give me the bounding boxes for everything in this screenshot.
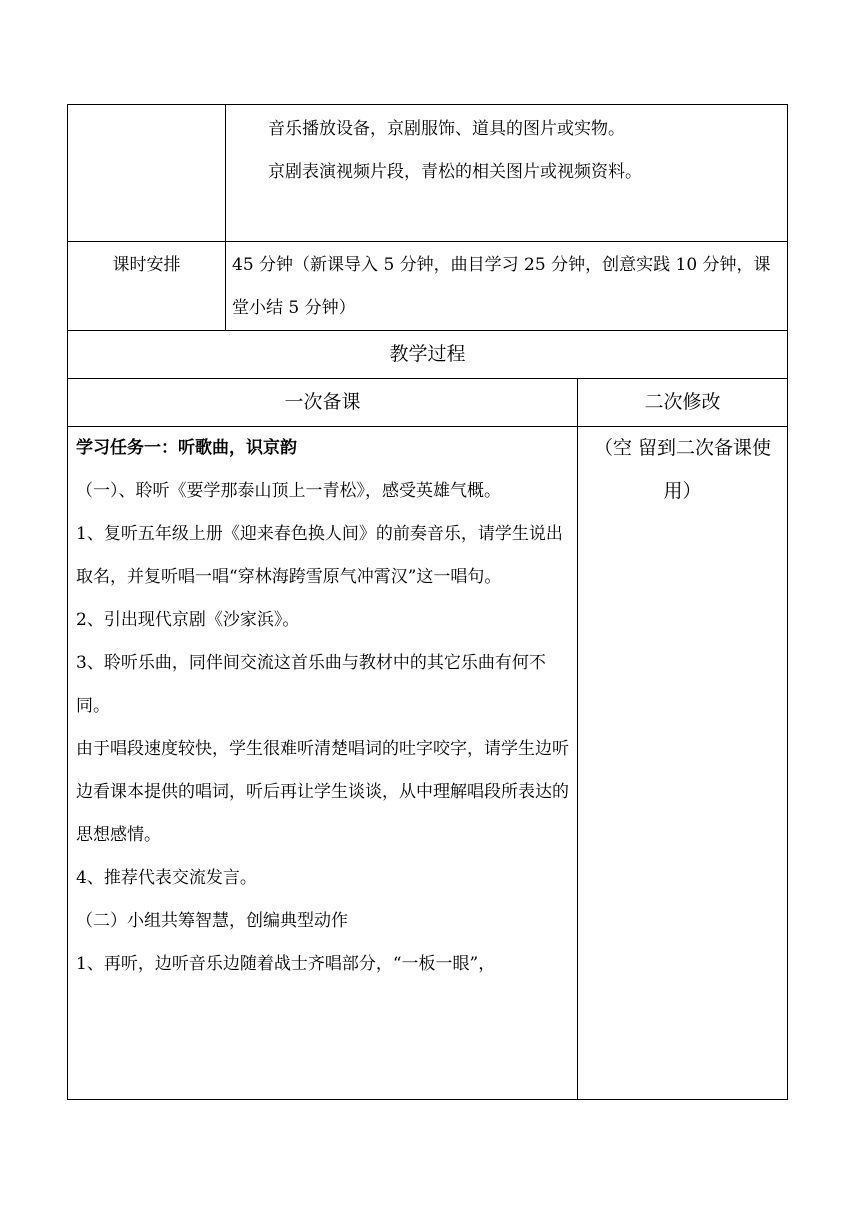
lesson-content-cell xyxy=(68,427,578,1100)
task-title: 学习任务一：听歌曲，识京韵 xyxy=(76,438,297,458)
process-row xyxy=(68,331,788,379)
process-title-cell xyxy=(68,331,788,379)
materials-cell xyxy=(226,105,788,242)
lesson-plan-table xyxy=(67,104,788,1100)
materials-line-2: 京剧表演视频片段，青松的相关图片或视频资料。 xyxy=(268,162,642,182)
column-header-row xyxy=(68,379,788,427)
revision-note: （空 留到二次备课使用） xyxy=(593,437,772,502)
process-title: 教学过程 xyxy=(389,343,466,365)
schedule-label: 课时安排 xyxy=(112,255,181,275)
schedule-label-cell xyxy=(68,242,226,331)
materials-row xyxy=(68,105,788,242)
revision-header: 二次修改 xyxy=(644,391,721,413)
schedule-cell xyxy=(226,242,788,331)
materials-line-1: 音乐播放设备，京剧服饰、道具的图片或实物。 xyxy=(268,119,625,139)
first-prep-header-cell xyxy=(68,379,578,427)
lesson-paragraph: （二）小组共筹智慧，创编典型动作 xyxy=(76,911,348,931)
schedule-row xyxy=(68,242,788,331)
content-row xyxy=(68,427,788,1100)
lesson-paragraph: 由于唱段速度较快，学生很难听清楚唱词的吐字咬字，请学生边听边看课本提供的唱词，听后再让学生谈谈，从中理解唱段所表达的思想感情。 xyxy=(76,739,569,845)
schedule-text: 45 分钟（新课导入 5 分钟，曲目学习 25 分钟，创意实践 10 分钟，课堂小结 5 分钟） xyxy=(232,255,771,318)
lesson-paragraph: （一）、聆听《要学那泰山顶上一青松》，感受英雄气概。 xyxy=(76,481,501,501)
first-prep-header: 一次备课 xyxy=(284,391,361,413)
lesson-paragraph: 1、复听五年级上册《迎来春色换人间》的前奏音乐，请学生说出取名，并复听唱一唱“穿林海跨雪原气冲霄汉”这一唱句。 xyxy=(76,524,563,587)
lesson-paragraph: 4、推荐代表交流发言。 xyxy=(76,868,257,888)
revision-header-cell xyxy=(578,379,788,427)
lesson-content xyxy=(76,427,569,986)
lesson-paragraph: 3、聆听乐曲，同伴间交流这首乐曲与教材中的其它乐曲有何不同。 xyxy=(76,653,546,716)
lesson-paragraph: 1、再听，边听音乐边随着战士齐唱部分，“一板一眼”， xyxy=(76,954,496,974)
lesson-paragraph: 2、引出现代京剧《沙家浜》。 xyxy=(76,610,300,630)
revision-content-cell xyxy=(578,427,788,1100)
materials-label-cell xyxy=(68,105,226,242)
